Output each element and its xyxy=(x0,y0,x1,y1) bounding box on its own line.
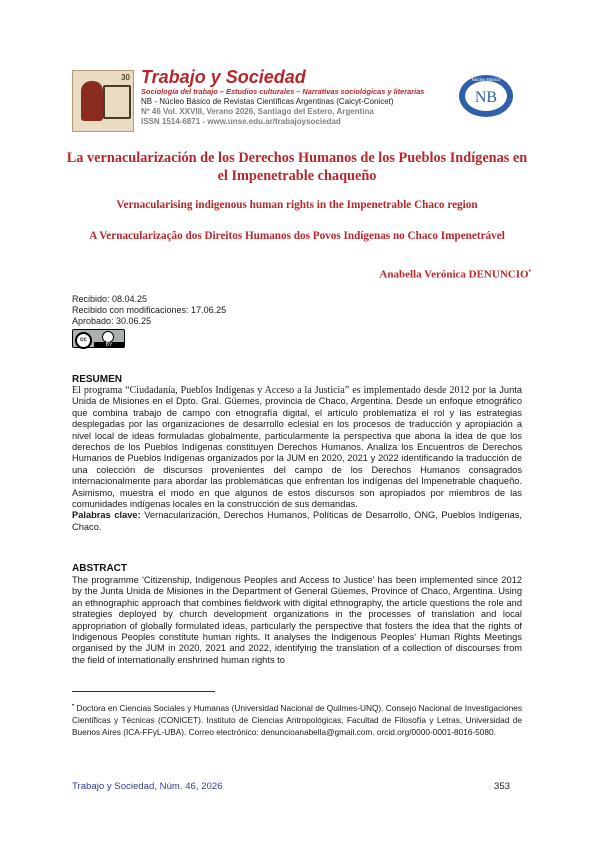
footnote-mark: • xyxy=(72,703,75,709)
footer-journal: Trabajo y Sociedad, Núm. 46, 2026 xyxy=(72,781,223,792)
abstract-heading: ABSTRACT xyxy=(72,563,127,574)
submission-dates xyxy=(72,294,226,327)
journal-logo xyxy=(72,70,134,132)
resumen-lead: El programa “Ciudadanía, Pueblos Indígenas y Acceso a la Justicia” es implementado desde 2012 por xyxy=(72,385,486,396)
abstract-body: The programme 'Citizenship, Indigenous Peoples and Access to Justice' has been implemented since 2012 by the Junta Unida de Misiones in the Department of General Güemes, Province of Chaco, Argentina. Using an ethnographic approach that combines fieldwork with digital ethnography, the article questions the role and strategies deployed by church development organizations in the processes of translation and local appropriation of globally formulated ideas, particularly the perspective that fosters the idea that the rights of Indigenous Peoples constitute human rights. It analyses the Indigenous Peoples' Human Rights Meetings organised by the JUM in 2020, 2021 and 2022, identifying the translation of a collection of discourses from the field of internationally enshrined human rights to xyxy=(72,575,522,665)
date-received: Recibido: 08.04.25 xyxy=(72,294,148,304)
journal-title: Trabajo y Sociedad xyxy=(141,67,306,87)
nb-logo xyxy=(457,73,515,119)
logo-number: 30 xyxy=(121,73,130,82)
by-label: BY xyxy=(94,342,124,348)
journal-subtitle: Sociología del trabajo – Estudios culturales – Narrativas sociológicas y literarias xyxy=(141,87,425,96)
header-issn-line: ISSN 1514-6871 - www.unse.edu.ar/trabajoysociedad xyxy=(141,117,341,126)
page-number: 353 xyxy=(494,781,511,792)
footnote-divider xyxy=(72,691,215,692)
header-issue-line: Nº 46 Vol. XXVIII, Verano 2026, Santiago del Estero, Argentina xyxy=(141,107,374,116)
nb-logo-text: NB xyxy=(474,89,498,106)
author-name xyxy=(379,267,531,281)
footnote-text: Doctora en Ciencias Sociales y Humanas (Universidad Nacional de Quilmes-UNQ). Consejo Nacional de Investigaciones Científicas y Técnicas (CONICET). Instituto de Ciencias Antropológicas, Facultad de Filosofía y Letras, Universidad de Buenos Aires (ICA-FFyL-UBA). Correo electrónico: denuncioanabella@gmail.com. orcid.org/0000-0001-8016-5080. xyxy=(72,702,522,737)
keywords-text: Vernacularización, Derechos Humanos, Políticas de Desarrollo, ONG, Pueblos Indígenas, Chaco. xyxy=(72,510,522,532)
article-title-en: Vernacularising indigenous human rights in the Impenetrable Chaco region xyxy=(116,199,478,211)
logo-figure xyxy=(81,81,103,121)
resumen-text: la Junta Unida de Misiones en el Dpto. Gral. Güemes, provincia de Chaco, Argentina. Desde un enfoque etnográfico que combina trabajo de campo con etnografía digital, el artículo problematiza el rol y las estrategias desplegadas por las organizaciones de desarrollo eclesial en los procesos de traducción y apropiación a nivel local de ideas formuladas globalmente, particularmente la perspectiva que abona la idea de que los derechos de los Pueblos Indígenas constituyen Derechos Humanos. Analiza los Encuentros de Derechos Humanos de Pueblos Indígenas organizados por la JUM en 2020, 2021 y 2022 identificando la traducción de una colección de discursos provenientes del campo de los Derechos Humanos consagrados internacionalmente para abordar las problemáticas que enfrentan los indígenas del Impenetrable chaqueño. Asimismo, muestra el modo en que algunos de estos discursos son apropiados por miembros de las comunidades indígenas locales en la construcción de sus demandas. xyxy=(72,385,522,510)
author-text: Anabella Verónica DENUNCIO xyxy=(379,268,529,281)
cc-icon: cc xyxy=(75,332,92,349)
cc-by-license-badge[interactable] xyxy=(72,329,125,348)
header-nb-line: NB - Núcleo Básico de Revistas Científicas Argentinas (Caicyt-Conicet) xyxy=(141,97,394,106)
nb-logo-ring-text: Núcleo Básico xyxy=(471,77,501,82)
keywords-label: Palabras clave: xyxy=(72,510,141,521)
date-approved: Aprobado: 30.06.25 xyxy=(72,316,152,326)
logo-loom xyxy=(103,85,131,119)
article-title-es: La vernacularización de los Derechos Humanos de los Pueblos Indígenas en el Impenetrable chaqueño xyxy=(66,150,528,184)
author-footnote xyxy=(72,700,522,738)
date-modified: Recibido con modificaciones: 17.06.25 xyxy=(72,305,227,315)
resumen-heading: RESUMEN xyxy=(72,374,123,385)
author-footnote-mark: • xyxy=(528,267,531,275)
article-title-pt: A Vernacularização dos Direitos Humanos dos Povos Indígenas no Chaco Impenetrável xyxy=(89,230,505,242)
resumen-body xyxy=(72,385,522,533)
